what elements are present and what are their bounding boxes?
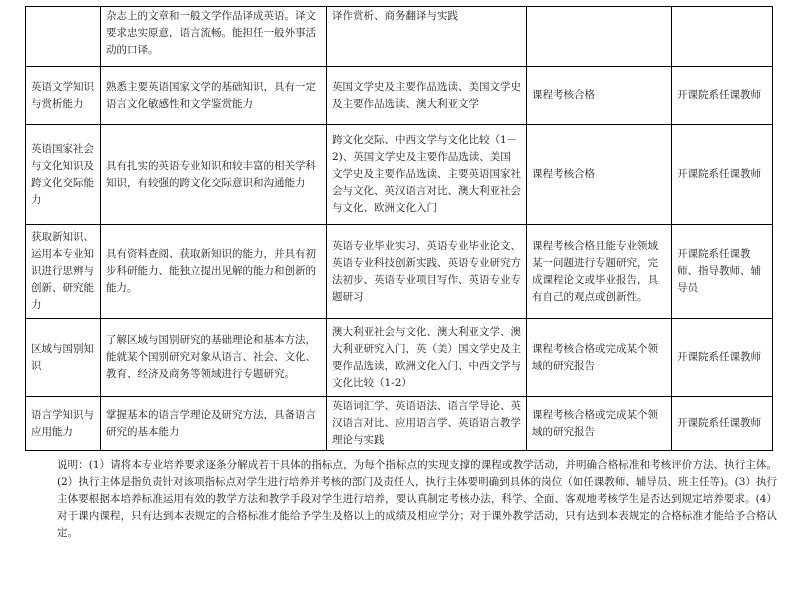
table-row [26,319,773,397]
document-page [20,6,780,542]
ability-cell: 语言学知识与应用能力 [26,397,101,451]
table-row [26,67,773,125]
indicator-cell: 了解区域与国别研究的基础理论和基本方法，能就某个国别研究对象从语言、社会、文化、教育、经济及商务等领域进行专题研究。 [101,319,327,397]
ability-cell: 获取新知识、运用本专业知识进行思辨与创新、研究能力 [26,225,101,319]
ability-cell: 英语文学知识与赏析能力 [26,67,101,125]
courses-cell: 英国文学史及主要作品选读、美国文学史及主要作品选读、澳大利亚文学 [327,67,527,125]
training-requirements-table [25,6,773,451]
executor-cell: 开课院系任课教师、指导教师、辅导员 [672,225,773,319]
standard-cell: 课程考核合格且能专业领域某一问题进行专题研究，完成课程论文或毕业报告，具有自己的观点或创新性。 [527,225,672,319]
courses-cell: 英语专业毕业实习、英语专业毕业论文、英语专业科技创新实践、英语专业研究方法初步、英语专业项目写作、英语专业专题研习 [327,225,527,319]
executor-cell [672,7,773,67]
standard-cell: 课程考核合格或完成某个领域的研究报告 [527,319,672,397]
ability-cell: 英语国家社会与文化知识及跨文化交际能力 [26,125,101,225]
table-row [26,397,773,451]
table-row [26,7,773,67]
standard-cell [527,7,672,67]
courses-cell: 跨文化交际、中西文学与文化比较（1－2)、英国文学史及主要作品选读、美国文学史及主要作品选读、主要英语国家社会与文化、英汉语言对比、澳大利亚社会与文化、欧洲文化入门 [327,125,527,225]
table-row [26,125,773,225]
indicator-cell: 杂志上的文章和一般文学作品译成英语。译文要求忠实原意，语言流畅。能担任一般外事活动的口译。 [101,7,327,67]
courses-cell: 澳大利亚社会与文化、澳大利亚文学、澳大利亚研究入门，英（美）国文学史及主要作品选读，欧洲文化入门、中西文学与文化比较（1-2） [327,319,527,397]
standard-cell: 课程考核合格 [527,67,672,125]
table-row [26,225,773,319]
executor-cell: 开课院系任课教师 [672,319,773,397]
ability-cell [26,7,101,67]
executor-cell: 开课院系任课教师 [672,67,773,125]
indicator-cell: 熟悉主要英语国家文学的基础知识，具有一定语言文化敏感性和文学鉴赏能力 [101,67,327,125]
standard-cell: 课程考核合格 [527,125,672,225]
table-note: 说明：(1）请将本专业培养要求逐条分解成若干具体的指标点，为每个指标点的实现支撑的课程或教学活动，并明确合格标准和考核评价方法、执行主体。(2）执行主体是指负责针对该项指标点对学生进行培养并考核的部门及责任人，执行主体要明确到具体的岗位（如任课教师、辅导员、班主任等)。(3）执行主体要根据本培养标准运用有效的教学方法和教学手段对学生进行培养，要认真制定考核办法，科学、全面、客观地考核学生是否达到规定培养要求。(4）对于课内课程，只有达到本表规定的合格标准才能给予学生及格以上的成绩及相应学分；对于课外教学活动，只有达到本表规定的合格标准才能给予合格认定。 [57,459,777,539]
executor-cell: 开课院系任课教师 [672,397,773,451]
indicator-cell: 具有扎实的英语专业知识和较丰富的相关学科知识，有较强的跨文化交际意识和沟通能力 [101,125,327,225]
indicator-cell: 掌握基本的语言学理论及研究方法，具备语言研究的基本能力 [101,397,327,451]
indicator-cell: 具有资料查阅、获取新知识的能力，并具有初步科研能力、能独立提出见解的能力和创新的能力。 [101,225,327,319]
executor-cell: 开课院系任课教师 [672,125,773,225]
ability-cell: 区域与国别知识 [26,319,101,397]
standard-cell: 课程考核合格或完成某个领域的研究报告 [527,397,672,451]
courses-cell: 英语词汇学、英语语法、语言学导论、英汉语言对比、应用语言学、英语语言教学理论与实践 [327,397,527,451]
courses-cell: 译作赏析、商务翻译与实践 [327,7,527,67]
